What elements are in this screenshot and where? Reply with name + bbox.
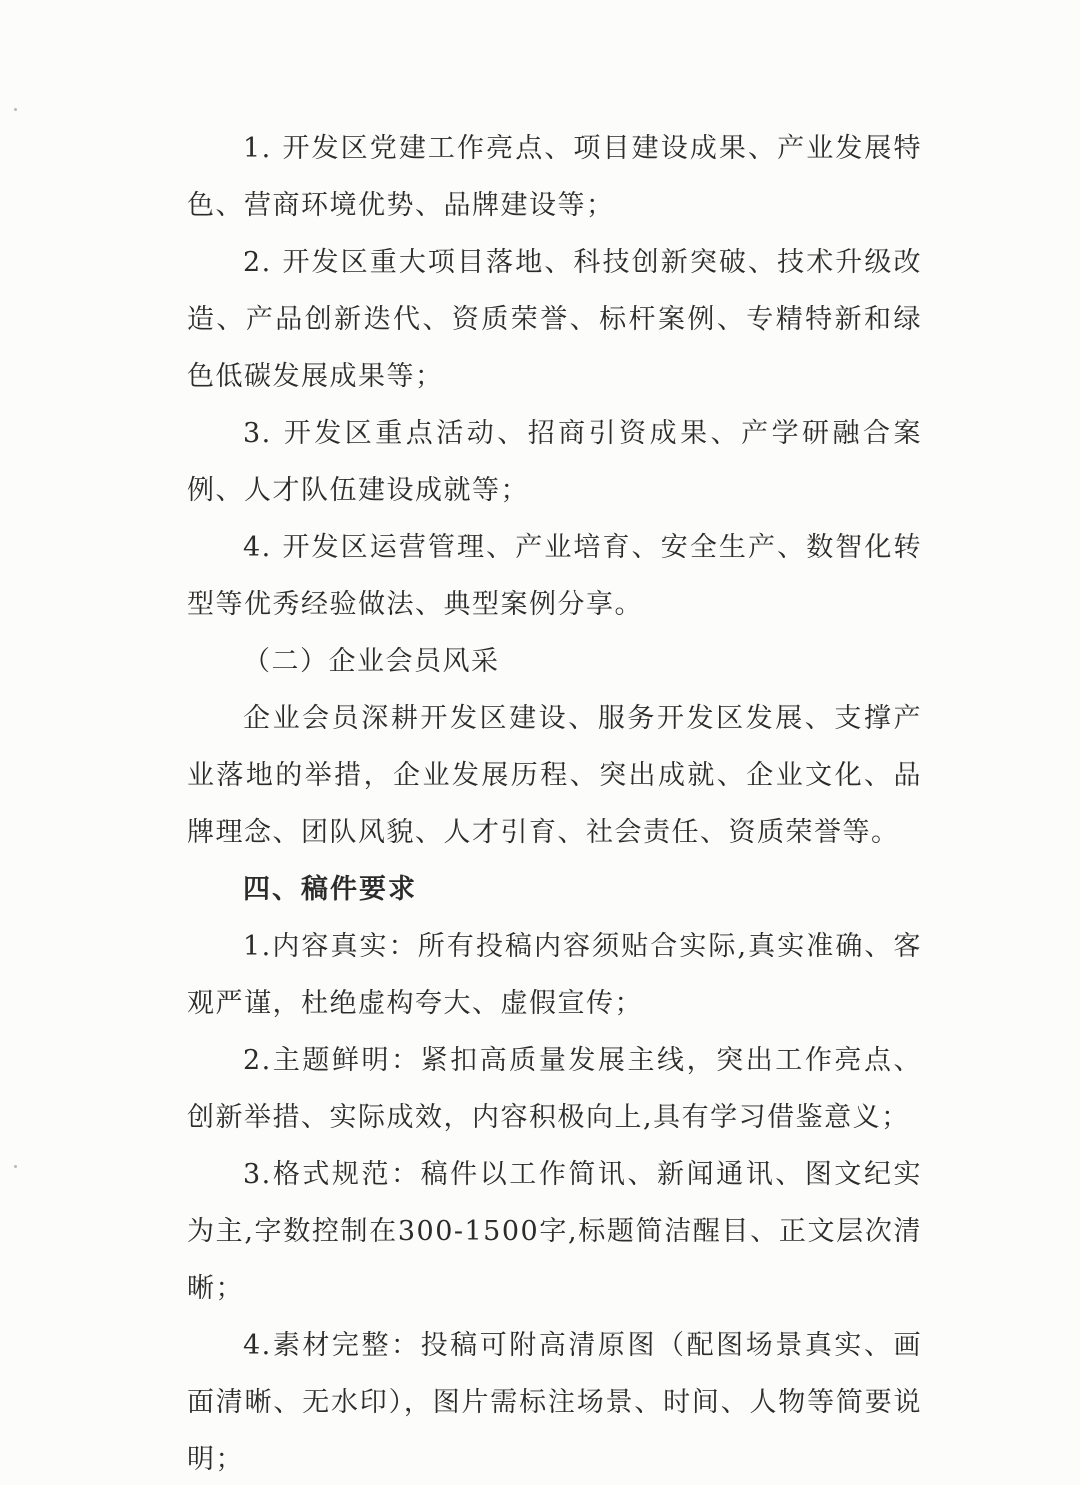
requirement-item-1: 1.内容真实：所有投稿内容须贴合实际,真实准确、客观严谨，杜绝虚构夸大、虚假宣传；: [187, 931, 922, 1019]
paragraph-enterprise-members: 企业会员深耕开发区建设、服务开发区发展、支撑产业落地的举措，企业发展历程、突出成就、企业文化、品牌理念、团队风貌、人才引育、社会责任、资质荣誉等。: [187, 703, 922, 848]
document-body: [187, 120, 922, 1488]
section-heading-requirements: 四、稿件要求: [243, 874, 417, 905]
requirement-item-4: 4.素材完整：投稿可附高清原图（配图场景真实、画面清晰、无水印），图片需标注场景、时间、人物等简要说明；: [187, 1330, 922, 1475]
paragraph-item-3: 3. 开发区重点活动、招商引资成果、产学研融合案例、人才队伍建设成就等；: [187, 418, 922, 506]
subheading-enterprise-members: （二）企业会员风采: [243, 646, 500, 677]
requirement-item-2: 2.主题鲜明：紧扣高质量发展主线，突出工作亮点、创新举措、实际成效，内容积极向上,具有学习借鉴意义；: [187, 1045, 922, 1133]
paragraph-item-2: 2. 开发区重大项目落地、科技创新突破、技术升级改造、产品创新迭代、资质荣誉、标杆案例、专精特新和绿色低碳发展成果等；: [187, 247, 922, 392]
paragraph-item-4: 4. 开发区运营管理、产业培育、安全生产、数智化转型等优秀经验做法、典型案例分享。: [187, 532, 922, 620]
scan-speck: [14, 108, 17, 111]
paragraph-item-1: 1. 开发区党建工作亮点、项目建设成果、产业发展特色、营商环境优势、品牌建设等；: [187, 133, 922, 221]
scan-speck: [14, 1165, 17, 1168]
requirement-item-3: 3.格式规范：稿件以工作简讯、新闻通讯、图文纪实为主,字数控制在300-1500字,标题简洁醒目、正文层次清晰；: [187, 1159, 922, 1304]
